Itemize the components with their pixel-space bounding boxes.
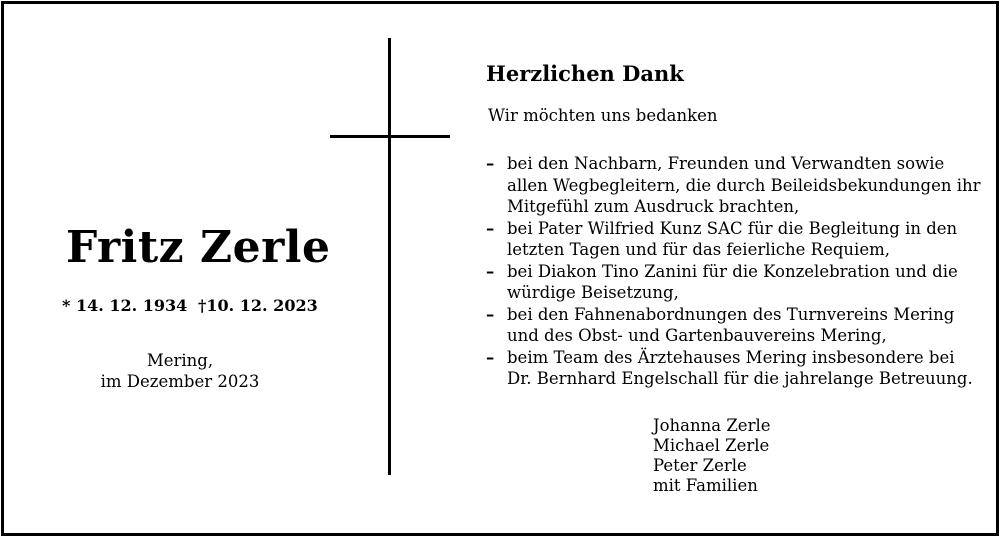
signer: Peter Zerle	[653, 456, 747, 475]
dash-bullet: –	[486, 304, 495, 324]
thanks-item	[486, 347, 981, 390]
place-and-date	[100, 350, 260, 392]
death-date: †10. 12. 2023	[198, 296, 318, 315]
deceased-name: Fritz Zerle	[66, 222, 331, 273]
thanks-item	[486, 261, 981, 304]
signers	[653, 416, 771, 496]
signer: Johanna Zerle	[653, 416, 771, 435]
thanks-item-text: bei Diakon Tino Zanini für die Konzelebration und die würdige Beisetzung,	[507, 261, 958, 302]
dash-bullet: –	[486, 347, 495, 367]
life-dates	[62, 296, 318, 315]
cross-horizontal-bar	[330, 135, 450, 138]
thanks-heading: Herzlichen Dank	[486, 61, 684, 86]
signer: mit Familien	[653, 476, 758, 495]
thanks-item-text: bei den Nachbarn, Freunden und Verwandten sowie allen Wegbegleitern, die durch Beileidsbekundungen ihr Mitgefühl zum Ausdruck brachten,	[507, 154, 981, 216]
dash-bullet: –	[486, 154, 495, 173]
birth-date: * 14. 12. 1934	[62, 296, 188, 315]
thanks-item	[486, 218, 981, 261]
cross-vertical-bar	[388, 38, 391, 475]
thanks-item	[486, 153, 981, 218]
dash-bullet: –	[486, 261, 495, 281]
thanks-item	[486, 304, 981, 347]
thanks-intro: Wir möchten uns bedanken	[488, 106, 718, 125]
place-line: Mering,	[146, 351, 214, 370]
thanks-item-text: bei den Fahnenabordnungen des Turnvereins Mering und des Obst- und Gartenbauvereins Mering,	[507, 304, 955, 345]
dash-bullet: –	[486, 218, 495, 238]
thanks-list	[486, 153, 981, 390]
thanks-item-text: beim Team des Ärztehauses Mering insbesondere bei Dr. Bernhard Engelschall für die jahrelange Betreuung.	[507, 347, 973, 388]
thanks-item-text: bei Pater Wilfried Kunz SAC für die Begleitung in den letzten Tagen und für das feierliche Requiem,	[507, 218, 958, 259]
date-line: im Dezember 2023	[100, 372, 260, 391]
signer: Michael Zerle	[653, 436, 770, 455]
